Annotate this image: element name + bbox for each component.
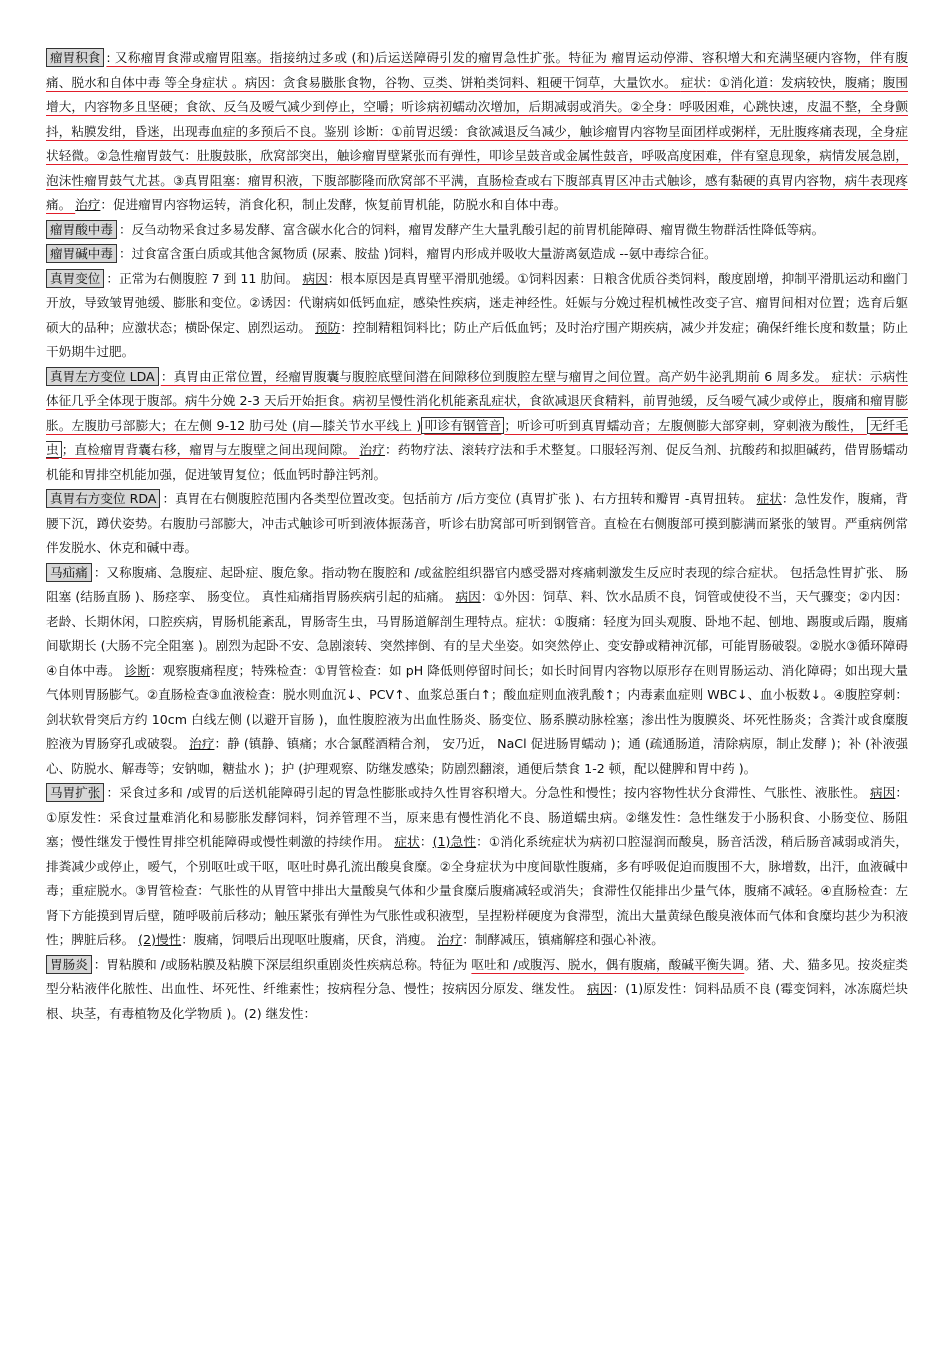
section-keyword: 病因: [869, 785, 896, 800]
entry-text: ；听诊可听到真胃蠕动音；左腹侧膨大部穿刺，穿刺液为酸性，: [504, 417, 867, 433]
term-label: 胃肠炎: [46, 955, 92, 974]
section-keyword: 预防: [315, 319, 341, 335]
term-label: 瘤胃酸中毒: [46, 220, 117, 239]
section-keyword: 病因: [455, 589, 481, 604]
section-keyword: 治疗: [189, 736, 215, 751]
section-keyword: (1)急性: [432, 834, 477, 849]
entry-paragraph: [46, 953, 908, 1027]
entry-text: ：①前胃迟缓：食欲减退反刍减少，触诊瘤胃内容物呈面团样或粥样，无肚腹疼痛表现，全身症状轻微。②急性瘤胃鼓气：肚腹鼓胀，欣窝部突出，触诊瘤胃壁紧张而有弹性，叩诊呈鼓音或金属性鼓音，呼吸高度困难，伴有窒息现象，病情发展急剧，泡沫性瘤胃鼓气尤甚。③真胃阻塞：瘤胃积液，下腹部膨隆而欣窝部不平满，直肠检查或右下腹部真胃区冲击式触诊，感有黏硬的真胃内容物，病牛表现疼痛。: [46, 123, 908, 212]
entry-paragraph: [46, 242, 908, 267]
entry-text: ：①外因：饲草、料、饮水品质不良，饲管或使役不当，天气骤变；②内因：老龄、长期休闲，口腔疾病，胃肠机能紊乱，胃肠寄生虫，马胃肠道解剖生理特点。症状：①腹痛：轻度为回头观腹、卧地不起、刨地、踢腹或后蹋，腹痛间歇期长 (大肠不完全阻塞 )。剧烈为起卧不安、急剧滚转、突然摔倒、有的呈犬坐姿。如突然停止、变安静或精神沉郁，可能胃肠破裂。②脱水③循环障碍④自体中毒。: [46, 589, 909, 678]
document-body: [46, 46, 908, 1026]
entry-text: ：控制精粗饲料比；防止产后低血钙；及时治疗围产期疾病，减少并发症；确保纤维长度和数量；防止干奶期牛过肥。: [46, 319, 909, 359]
entry-text: ：急性发作，腹痛，背腰下沉，蹲伏姿势。右腹肋弓部膨大，冲击式触诊可听到液体振荡音，听诊右肋窝部可听到钢管音。直检在右侧腹部可摸到膨满而紧张的皱胃。严重病例常伴发脱水、休克和碱中毒。: [46, 491, 909, 555]
section-keyword: 症状: [680, 74, 707, 90]
entry-text: 呕吐和 /或腹泻、脱水，偶有腹痛，酸碱平衡失调: [471, 956, 745, 972]
term-label: 真胃变位: [46, 269, 104, 288]
entry-text: ：真胃由正常位置，经瘤胃腹囊与腹腔底壁间潜在间隙移位到腹腔左壁与瘤胃之间位置。高产奶牛泌乳期前 6 周多发。 症状：示病性体征几乎全体现于腹部。病牛分娩 2-3 天后开始拒食。病初呈慢性消化机能紊乱症状，食欲减退厌食精料，前胃弛缓，反刍嗳气减少或停止，腹痛和瘤胃膨胀。左腹肋弓部膨大；在左侧 9-12 肋弓处 (肩—膝关节水平线上 ): [46, 368, 908, 433]
boxed-keyword: 无纤毛虫: [46, 417, 909, 457]
entry-text: ：采食过多和 /或胃的后送机能障碍引起的胃急性膨胀或持久性胃容积增大。分急性和慢性；按内容物性状分食滞性、气胀性、液胀性。: [106, 785, 870, 800]
entry-text: ：又称腹痛、急腹症、起卧症、腹危象。指动物在腹腔和 /或盆腔组织器官内感受器对疼痛刺激发生反应时表现的综合症状。 包括急性胃扩张、 肠阻塞 (结肠直肠 )、肠痉挛、 肠变位。 真性疝痛指胃肠疾病引起的疝痛。: [46, 564, 908, 604]
section-keyword: 治疗: [75, 197, 101, 212]
entry-paragraph: [46, 218, 908, 243]
term-label: 瘤胃积食: [46, 48, 104, 67]
entry-text: ：①原发性：采食过量难消化和易膨胀发酵饲料，饲养管理不当，原来患有慢性消化不良、肠道蠕虫病。②继发性：急性继发于小肠积食、小肠变位、肠阻塞；慢性继发于慢性胃排空机能障碍或慢性刺激的持续作用。: [46, 785, 909, 849]
section-keyword: 治疗: [359, 442, 385, 457]
entry-text: 。猪、犬、猫多见。按炎症类型分粘液伴化脓性、出血性、坏死性、纤维素性；按病程分急、慢性；按病因分原发、继发性。: [46, 956, 909, 996]
entry-text: ：促进瘤胃内容物运转，消食化积，制止发酵，恢复前胃机能，防脱水和自体中毒。: [100, 197, 567, 212]
entry-text: ：胃粘膜和 /或肠粘膜及粘膜下深层组织重剧炎性疾病总称。特征为: [93, 956, 472, 972]
entry-text: ：反刍动物采食过多易发酵、富含碳水化合的饲料，瘤胃发酵产生大量乳酸引起的前胃机能障碍、瘤胃微生物群活性降低等病。: [118, 221, 825, 237]
entry-text: ：①消化系统症状为病初口腔湿润而酸臭，肠音活泼，稍后肠音减弱或消失，排粪减少或停止，嗳气，个别呕吐或干呕，呕吐时鼻孔流出酸臭食糜。②全身症状为中度间歇性腹痛，多有呼吸促迫而腹围不大，脉增数，出汗，血液碱中毒；重症脱水。③胃管检查：气胀性的从胃管中排出大量酸臭气体和少量食糜后腹痛减轻或消失；食滞性仅能排出少量气体，腹痛不减轻。④直肠检查：左肾下方能摸到胃后壁，随呼吸前后移动；触压紧张有弹性为气胀性或积液型，呈捏粉样硬度为食滞型，流出大量黄绿色酸臭液体而气体和食糜均甚少为积液性；脾脏后移。: [46, 834, 909, 947]
entry-paragraph: [46, 46, 908, 218]
entry-paragraph: [46, 365, 908, 488]
section-keyword: 症状: [394, 834, 420, 849]
entry-text: ：静 (镇静、镇痛；水合氯醛酒精合剂， 安乃近， NaCl 促进肠胃蠕动 )；通 (疏通肠道，清除病原，制止发酵 )；补 (补液强心、防脱水、解毒等；安钠咖，糖盐水 )；护 (护理观察、防继发感染；防剧烈翻滚，通便后禁食 1-2 顿，配以健脾和胃中药 )。: [46, 736, 908, 776]
entry-text: : 又称瘤胃食滞或瘤胃阻塞。指接纳过多或 (和)后运送障碍引发的瘤胃急性扩张。特征为 瘤胃运动停滞、容积增大和充满坚硬内容物，伴有腹痛、脱水和自体中毒 等全身症状 。病因：贪食易臌胀食物，谷物、豆类、饼粕类饲料、粗硬干饲草，大量饮水。: [46, 50, 908, 90]
entry-text: ：: [419, 834, 433, 849]
entry-text: ：过食富含蛋白质或其他含氮物质 (尿素、胺盐 )饲料，瘤胃内形成并吸收大量游离氨造成 --氨中毒综合征。: [118, 246, 717, 261]
entry-text: ：制酵减压，镇痛解痉和强心补液。: [462, 932, 664, 947]
entry-text: ：药物疗法、滚转疗法和手术整复。口服轻泻剂、促反刍剂、抗酸药和拟胆碱药，借胃肠蠕动机能和胃排空机能加强，促进皱胃复位；低血钙时静注钙剂。: [46, 442, 909, 482]
term-label: 马胃扩张: [46, 783, 104, 802]
section-keyword: 治疗: [437, 932, 463, 947]
boxed-keyword: 叩诊有钢管音: [421, 417, 504, 434]
entry-text: ：正常为右侧腹腔 7 到 11 肋间。: [106, 270, 303, 286]
section-keyword: (2)慢性: [138, 932, 182, 947]
entry-text: ：根本原因是真胃壁平滑肌弛缓。①饲料因素：日粮含优质谷类饲料，酸度剧增，抑制平滑肌运动和幽门开放，导致皱胃弛缓、膨胀和变位。②诱因：代谢病如低钙血症，感染性疾病，迷走神经性。妊娠与分娩过程机械性改变子宫、瘤胃间相对位置；选育后躯硕大的品种；应激状态；横卧保定、剧烈运动。: [46, 270, 908, 335]
entry-text: ：(1)原发性：饲料品质不良 (霉变饲料，冰冻腐烂块根、块茎，有毒植物及化学物质 )。(2) 继发性：: [46, 981, 908, 1021]
section-keyword: 诊断: [124, 662, 150, 678]
entry-paragraph: [46, 781, 908, 953]
section-keyword: 病因: [302, 270, 328, 286]
entry-text: ：观察腹痛程度；特殊检查：①胃管检查：如 pH 降低则停留时间长；如长时间胃内容物以原形存在则胃肠运动、消化障碍；如出现大量气体则胃肠膨气。②直肠检查③血液检查：脱水则血沉↓、PCV↑、血浆总蛋白↑；酸血症则血液乳酸↑；内毒素血症则 WBC↓、血小板数↓。④腹腔穿刺：剑状软骨突后方约 10cm 白线左侧 (以避开盲肠 )，血性腹腔液为出血性肠炎、肠变位、肠系膜动脉栓塞；渗出性为腹膜炎、坏死性肠炎；含粪汁或食糜腹腔液为胃肠穿孔或破裂。: [46, 662, 909, 751]
term-label: 马疝痛: [46, 563, 92, 582]
section-keyword: 症状: [756, 491, 782, 506]
entry-paragraph: [46, 487, 908, 561]
entry-text: ；直检瘤胃背囊右移，瘤胃与左腹壁之间出现间隙。: [61, 442, 360, 457]
section-keyword: 病因: [586, 981, 613, 996]
section-keyword: 诊断: [353, 123, 379, 139]
entry-text: ：①消化道：发病较快，腹痛；腹围增大，内容物多且坚硬；食欲、反刍及嗳气减少到停止，空嚼；听诊病初蠕动次增加，后期减弱或消失。②全身：呼吸困难，心跳快速，皮温不整，全身颤抖，粘膜发绀，昏迷，出现毒血症的多预后不良。鉴别: [46, 74, 908, 139]
term-label: 瘤胃碱中毒: [46, 244, 117, 263]
term-label: 真胃左方变位 LDA: [46, 367, 159, 386]
entry-paragraph: [46, 561, 908, 782]
entry-text: ：腹痛，饲喂后出现呕吐腹痛，厌食，消瘦。: [181, 932, 438, 947]
term-label: 真胃右方变位 RDA: [46, 489, 160, 508]
entry-paragraph: [46, 267, 908, 365]
entry-text: ：真胃在右侧腹腔范围内各类型位置改变。包括前方 /后方变位 (真胃扩张 )、右方扭转和瓣胃 -真胃扭转。: [162, 491, 757, 506]
